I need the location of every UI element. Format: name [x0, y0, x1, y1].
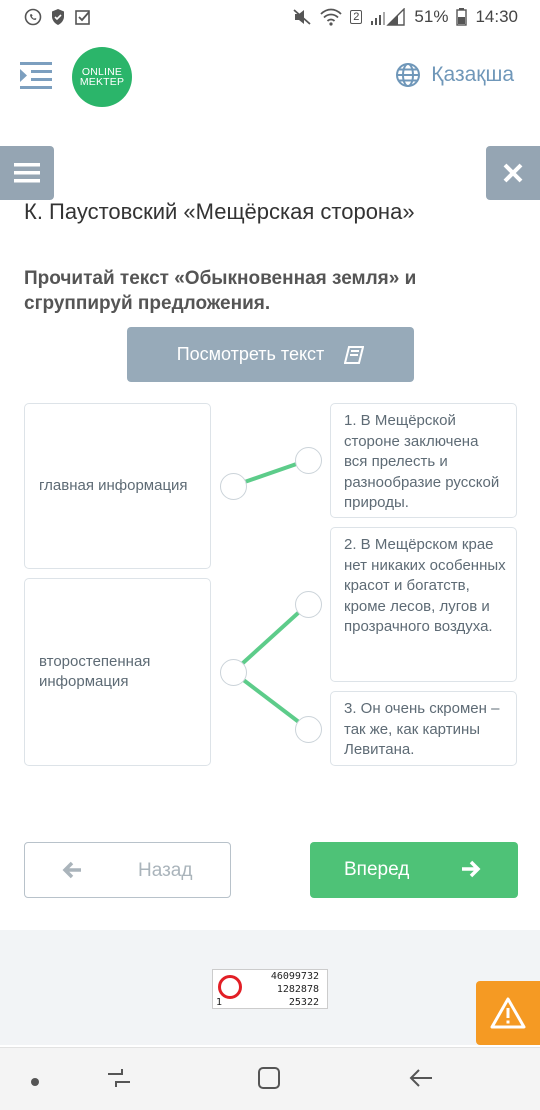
home-icon[interactable]: [257, 1066, 281, 1095]
logo-line2: MEKTEP: [79, 76, 125, 88]
report-problem-button[interactable]: [476, 981, 540, 1045]
android-navigation-bar: [0, 1047, 540, 1110]
status-bar: [0, 0, 540, 34]
language-switch[interactable]: [395, 62, 514, 88]
battery-level: 51%: [414, 7, 449, 26]
next-button[interactable]: [310, 842, 518, 898]
shield-icon: [50, 8, 66, 26]
book-icon: [344, 346, 364, 364]
clock: 14:30: [475, 7, 518, 26]
menu-indent-icon[interactable]: [18, 58, 54, 94]
whatsapp-icon: [24, 8, 42, 26]
app-header: [0, 44, 540, 108]
signal-icon: [370, 8, 406, 26]
statement-text: 1. В Мещёрской стороне заключена вся прелесть и разнообразие русской природы.: [344, 412, 500, 511]
view-text-label: Посмотреть текст: [176, 344, 325, 364]
battery-icon: [456, 8, 467, 26]
statement-2[interactable]: [330, 527, 517, 682]
counter-line2: 1282878: [276, 984, 319, 995]
visitor-counter-widget[interactable]: [212, 969, 328, 1009]
statement-1-connector[interactable]: [295, 447, 322, 474]
wifi-icon: [320, 8, 342, 26]
counter-line3: 25322: [288, 997, 319, 1008]
close-button[interactable]: [486, 146, 540, 200]
sim-badge: 2: [350, 10, 362, 24]
counter-line1: 46099732: [270, 971, 319, 982]
open-menu-button[interactable]: [0, 146, 54, 200]
back-nav-icon[interactable]: [408, 1066, 434, 1095]
statement-text: 3. Он очень скромен – так же, как картины Левитана.: [344, 700, 500, 758]
back-label: Назад: [138, 860, 193, 881]
statement-text: 2. В Мещёрском крае нет никаких особенных красот и богатств, кроме лесов, лугов и прозрачного воздуха.: [344, 536, 506, 635]
logo-line1: ONLINE: [81, 66, 123, 78]
counter-line4: 1: [216, 997, 223, 1008]
nav-dot-icon[interactable]: [30, 1074, 40, 1092]
arrow-left-icon: [61, 859, 83, 887]
counter-logo-icon: [218, 975, 242, 999]
mute-icon: [292, 8, 312, 26]
group-secondary-info[interactable]: [24, 578, 211, 766]
close-icon: [502, 162, 524, 184]
group-main-info[interactable]: [24, 403, 211, 569]
group-label: главная информация: [39, 477, 188, 494]
arrow-right-icon: [460, 858, 482, 886]
warning-icon: [490, 997, 526, 1029]
group-1-connector[interactable]: [220, 473, 247, 500]
statement-2-connector[interactable]: [295, 591, 322, 618]
checkbox-icon: [74, 8, 92, 26]
group-2-connector[interactable]: [220, 659, 247, 686]
online-mektep-logo[interactable]: [72, 47, 132, 107]
group-label: второстепенная информация: [39, 653, 151, 690]
back-button[interactable]: [24, 842, 231, 898]
task-instruction: Прочитай текст «Обыкновенная земля» и сгруппируй предложения.: [24, 268, 417, 314]
view-text-button[interactable]: [127, 327, 414, 382]
next-label: Вперед: [344, 859, 410, 880]
statement-3-connector[interactable]: [295, 716, 322, 743]
recent-apps-icon[interactable]: [106, 1066, 132, 1095]
statement-1[interactable]: [330, 403, 517, 518]
statement-3[interactable]: [330, 691, 517, 766]
globe-icon: [395, 62, 421, 88]
language-label: Қазақша: [431, 63, 514, 86]
connection-line: [233, 604, 308, 672]
hamburger-icon: [14, 162, 40, 184]
page-title: К. Паустовский «Мещёрская сторона»: [24, 199, 415, 224]
